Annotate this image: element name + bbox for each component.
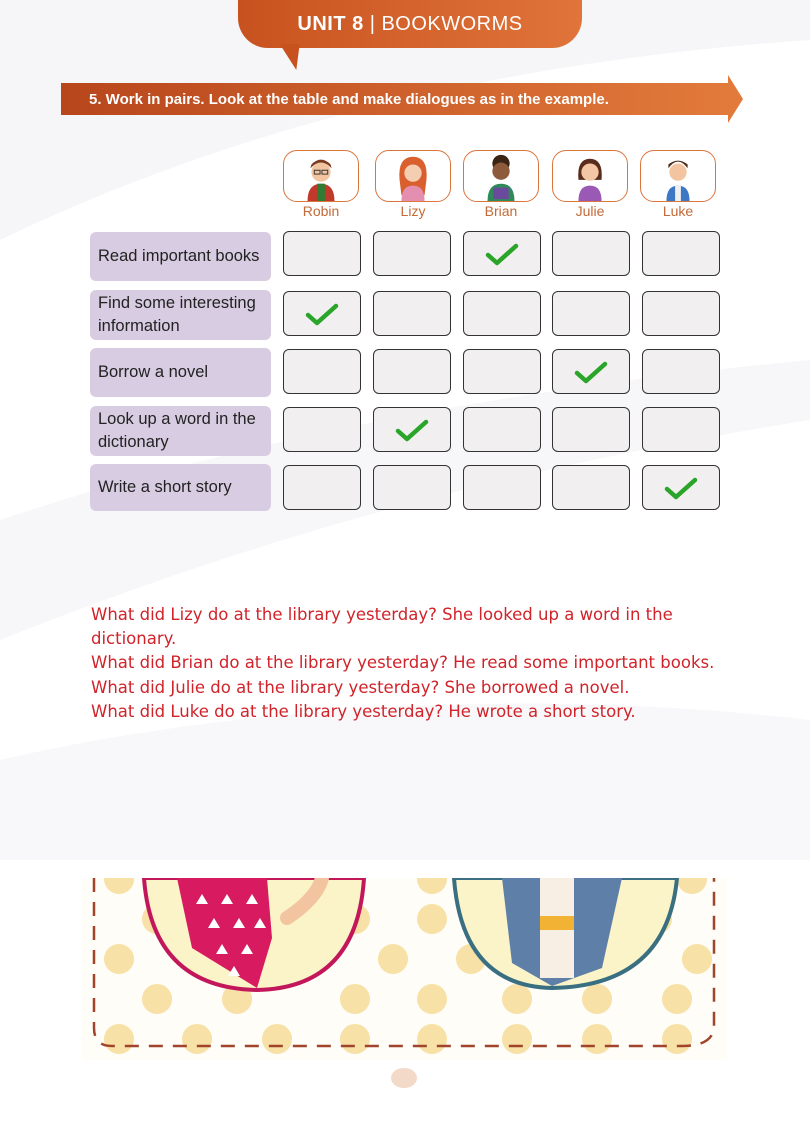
check-icon xyxy=(664,476,698,500)
answer-text-block xyxy=(91,603,751,724)
cell-borrow-julie[interactable] xyxy=(552,349,630,394)
exercise-instruction xyxy=(61,83,729,115)
name-robin: Robin xyxy=(302,203,340,219)
instruction-text: 5. Work in pairs. Look at the table and make dialogues as in the example. xyxy=(89,90,609,108)
cell-read-brian[interactable] xyxy=(463,231,541,276)
cell-find-brian[interactable] xyxy=(463,291,541,336)
cell-write-lizy[interactable] xyxy=(373,465,451,510)
answer-line: What did Luke do at the library yesterday? He wrote a short story. xyxy=(91,701,636,721)
cell-write-luke[interactable] xyxy=(642,465,720,510)
cell-write-robin[interactable] xyxy=(283,465,361,510)
cell-read-robin[interactable] xyxy=(283,231,361,276)
activity-label-read-books: Read important books xyxy=(90,232,271,281)
cell-lookup-luke[interactable] xyxy=(642,407,720,452)
name-lizy: Lizy xyxy=(400,203,426,219)
cell-write-brian[interactable] xyxy=(463,465,541,510)
cell-borrow-luke[interactable] xyxy=(642,349,720,394)
check-icon xyxy=(395,418,429,442)
avatar-brian xyxy=(463,150,539,202)
cell-find-lizy[interactable] xyxy=(373,291,451,336)
unit-header-tab xyxy=(238,0,582,48)
name-brian: Brian xyxy=(484,203,518,219)
cell-lookup-brian[interactable] xyxy=(463,407,541,452)
page-number-mark xyxy=(391,1068,417,1088)
cell-read-lizy[interactable] xyxy=(373,231,451,276)
cell-find-julie[interactable] xyxy=(552,291,630,336)
cell-lookup-robin[interactable] xyxy=(283,407,361,452)
avatar-julie xyxy=(552,150,628,202)
answer-line: What did Julie do at the library yesterday? She borrowed a novel. xyxy=(91,677,630,697)
name-julie: Julie xyxy=(575,203,605,219)
avatar-luke xyxy=(640,150,716,202)
instruction-arrow xyxy=(728,75,743,123)
answer-line: What did Brian do at the library yesterday? He read some important books. xyxy=(91,653,715,673)
character-illustration xyxy=(82,878,727,1060)
activity-label-borrow-novel: Borrow a novel xyxy=(90,348,271,397)
check-icon xyxy=(305,302,339,326)
cell-find-robin[interactable] xyxy=(283,291,361,336)
check-icon xyxy=(574,360,608,384)
cell-borrow-brian[interactable] xyxy=(463,349,541,394)
name-luke: Luke xyxy=(662,203,694,219)
cell-write-julie[interactable] xyxy=(552,465,630,510)
cell-borrow-robin[interactable] xyxy=(283,349,361,394)
cell-find-luke[interactable] xyxy=(642,291,720,336)
cell-lookup-julie[interactable] xyxy=(552,407,630,452)
answer-line: What did Lizy do at the library yesterday? She looked up a word in the dictionary. xyxy=(91,605,673,649)
cell-borrow-lizy[interactable] xyxy=(373,349,451,394)
activity-label-write-story: Write a short story xyxy=(90,464,271,511)
avatar-lizy xyxy=(375,150,451,202)
activity-label-find-information: Find some interesting information xyxy=(90,290,271,340)
bottom-illustration xyxy=(82,878,727,1060)
avatar-robin xyxy=(283,150,359,202)
cell-lookup-lizy[interactable] xyxy=(373,407,451,452)
check-icon xyxy=(485,242,519,266)
unit-number: UNIT 8 xyxy=(297,12,364,35)
activity-label-look-up-word: Look up a word in the dictionary xyxy=(90,406,271,456)
cell-read-julie[interactable] xyxy=(552,231,630,276)
cell-read-luke[interactable] xyxy=(642,231,720,276)
unit-separator: | xyxy=(369,12,376,35)
unit-title: BOOKWORMS xyxy=(381,12,523,35)
